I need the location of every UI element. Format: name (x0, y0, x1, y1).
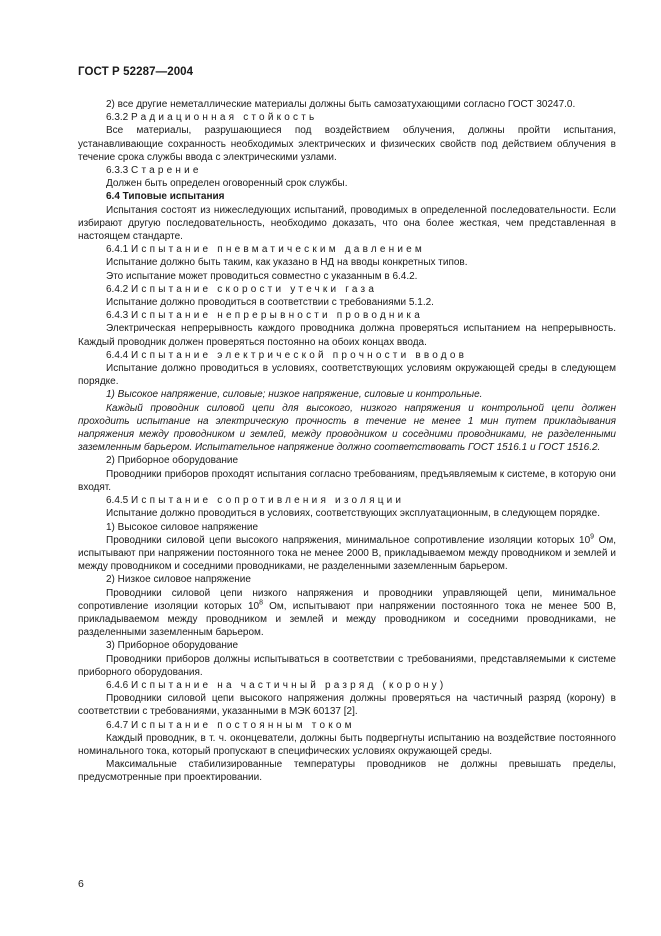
paragraph: Испытание должно проводиться в соответствии с требованиями 5.1.2. (106, 297, 434, 309)
text-segment: Проводники силовой цепи низкого напряжения и проводники управляющей цепи, минимальное сопротивление изоляции которых 10 (78, 587, 616, 612)
paragraph: Проводники силовой цепи высокого напряжения должны проверяться на частичный разряд (корону) в соответствии с требованиями, указанными в МЭК 60137 [2]. (78, 693, 616, 718)
section-number: 6.4.1 (106, 244, 129, 256)
paragraph: Проводники приборов должны испытываться в соответствии с требованиями, представляемыми к системе приборного оборудования. (78, 653, 616, 678)
document-body (78, 98, 616, 785)
paragraph: Максимальные стабилизированные температуры проводников не должны превышать пределы, предусмотренные при проектировании. (78, 759, 616, 784)
section-number: 6.4.3 (106, 310, 129, 322)
paragraph-italic: 1) Высокое напряжение, силовые; низкое напряжение, силовые и контрольные. (106, 389, 483, 401)
section-number: 6.4.2 (106, 283, 129, 295)
section-heading-6-3-3 (78, 164, 616, 177)
page-number: 6 (78, 878, 84, 890)
paragraph: Каждый проводник, в т. ч. оконцеватели, должны быть подвергнуты испытанию на воздействие постоянного номинального тока, который пропускают в специфических условиях окружающей среды. (78, 732, 616, 757)
paragraph: Испытание должно быть таким, как указано в НД на вводы конкретных типов. (106, 257, 468, 269)
paragraph: 1) Высокое силовое напряжение (106, 521, 259, 533)
section-heading-6-4-5 (78, 494, 616, 507)
paragraph: Проводники приборов проходят испытания согласно требованиям, предъявляемым к системе, в которую они входят. (78, 468, 616, 493)
section-heading-6-4-4 (78, 349, 616, 362)
paragraph-italic: Каждый проводник силовой цепи для высокого, низкого напряжения и контрольной цепи должен проходить испытание на электрическую прочность в течение не менее 1 мин путем прикладывания напряжения между проводником и землей, между проводником и соседними проводниками, не разделенными заземленным барьером. Испытательное напряжение должно соответствовать ГОСТ 1516.1 и ГОСТ 1516.2. (78, 402, 616, 454)
paragraph: Испытание должно проводиться в условиях, соответствующих условиям окружающей среды в следующем порядке. (78, 363, 616, 388)
section-title: Испытание электрической прочности вводов (131, 349, 468, 361)
section-heading-6-3-2 (78, 111, 616, 124)
section-number: 6.4.6 (106, 679, 129, 691)
exponent: 9 (590, 533, 595, 541)
section-title: Радиационная стойкость (131, 112, 318, 124)
section-heading-6-4-7 (78, 719, 616, 732)
paragraph (78, 587, 616, 640)
section-title: Испытание скорости утечки газа (131, 283, 378, 295)
paragraph: 3) Приборное оборудование (106, 640, 239, 652)
paragraph: Испытания состоят из нижеследующих испытаний, проводимых в определенной последовательности. Если избирают другую последовательность, необходимо доказать, что она более жесткая, чем представленная в настоящем стандарте. (78, 204, 616, 243)
document-code-header: ГОСТ Р 52287—2004 (78, 66, 194, 78)
paragraph: Все материалы, разрушающиеся под воздействием облучения, должны пройти испытания, устанавливающие сохранность необходимых электрических и физических свойств под действием облучения в течение срока службы ввода с электрическими узлами. (78, 125, 616, 163)
paragraph (78, 534, 616, 574)
section-number: 6.4.5 (106, 495, 129, 507)
paragraph: Электрическая непрерывность каждого проводника должна проверяться испытанием на непрерывность. Каждый проводник должен проверяться постоянно на обоих концах ввода. (78, 323, 616, 348)
section-title: Старение (131, 165, 202, 177)
section-heading-6-4: 6.4 Типовые испытания (106, 191, 225, 203)
paragraph: 2) Низкое силовое напряжение (106, 574, 251, 586)
section-heading-6-4-1 (78, 243, 616, 256)
section-number: 6.3.3 (106, 165, 129, 177)
text-segment: Ом, испытывают при напряжении постоянного тока не менее 2000 В, прикладываемом между проводником и землей и между проводником и соседними проводниками, не разделенными заземленным барьером. (78, 534, 616, 573)
section-number: 6.4.4 (106, 349, 129, 361)
section-title: Испытание сопротивления изоляции (131, 495, 405, 507)
text-segment: Ом, испытывают при напряжении постоянного тока не менее 500 В, прикладываемом между проводником и землей и между проводником и соседними проводниками, не разделенными заземленным барьером. (78, 600, 616, 639)
section-heading-6-4-6 (78, 679, 616, 692)
section-title: Испытание пневматическим давлением (131, 244, 425, 256)
text-segment: Проводники силовой цепи высокого напряжения, минимальное сопротивление изоляции которых 10 (106, 534, 591, 546)
section-title: Испытание на частичный разряд (корону) (131, 679, 447, 691)
paragraph: 2) Приборное оборудование (106, 455, 239, 467)
paragraph: Это испытание может проводиться совместно с указанным в 6.4.2. (106, 270, 418, 282)
section-number: 6.3.2 (106, 112, 129, 124)
section-title: Испытание постоянным током (131, 719, 355, 731)
exponent: 8 (259, 599, 263, 607)
section-heading-6-4-2 (78, 283, 616, 296)
section-title: Испытание непрерывности проводника (131, 310, 423, 322)
section-number: 6.4.7 (106, 719, 129, 731)
section-heading-6-4-3 (78, 309, 616, 322)
paragraph: 2) все другие неметаллические материалы должны быть самозатухающими согласно ГОСТ 30247.0. (106, 99, 576, 110)
paragraph: Испытание должно проводиться в условиях, соответствующих эксплуатационным, в следующем порядке. (106, 508, 601, 520)
paragraph: Должен быть определен оговоренный срок службы. (106, 178, 348, 190)
